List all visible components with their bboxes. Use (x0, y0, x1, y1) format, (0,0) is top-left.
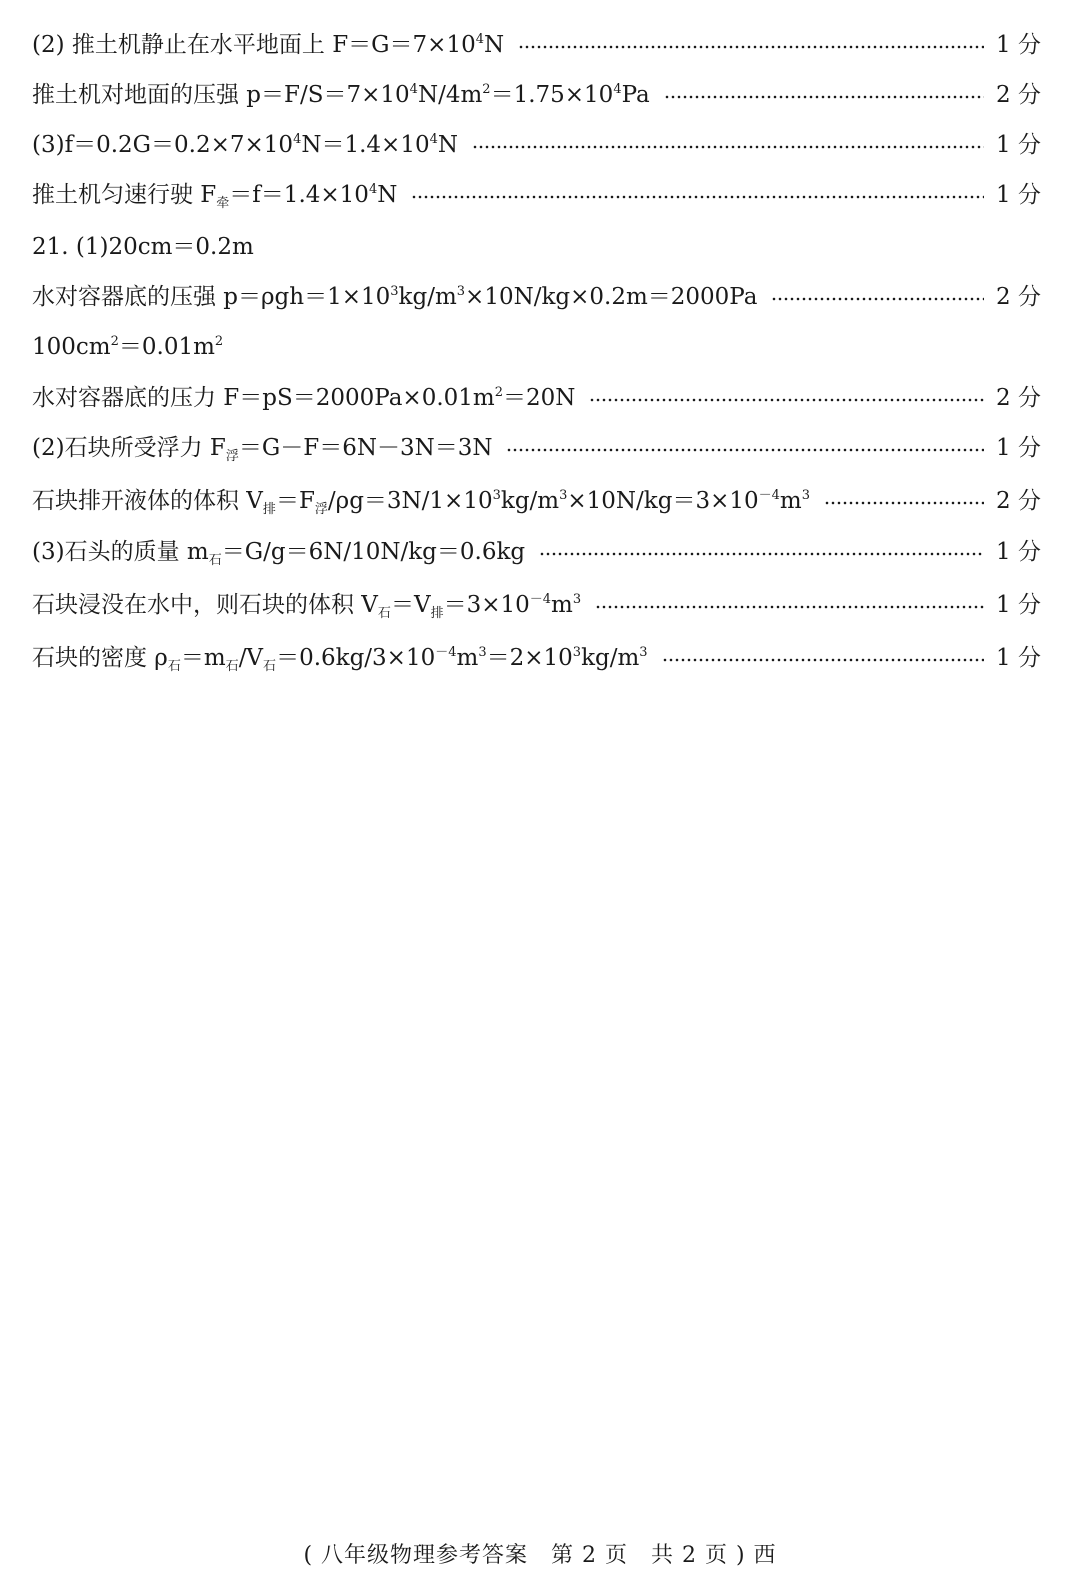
answer-line (32, 72, 1040, 112)
answer-text: 推土机匀速行驶 $F_牵=f=1.4\times 10^4N$ (32, 181, 398, 211)
answer-line (32, 22, 1040, 62)
score-label: 1 分 (996, 131, 1041, 158)
dot-leader (662, 658, 984, 662)
score-label: 1 分 (996, 644, 1041, 671)
score-label: 1 分 (996, 591, 1041, 618)
dot-leader (595, 605, 984, 609)
score-label: 2 分 (996, 81, 1041, 108)
score-label: 1 分 (996, 538, 1041, 565)
answer-text: 石块排开液体的体积 $V_排=F_浮/\rho g=3N/1\times 10^3kg/m^3\times 10N/kg=3\times 10^{-4}m^3$ (32, 487, 811, 517)
answer-line (32, 324, 1040, 364)
score-label: 1 分 (996, 181, 1041, 208)
dot-leader (411, 195, 984, 199)
dot-leader (664, 95, 984, 99)
answer-text: 21. (1)20cm＝0.2m (32, 233, 254, 260)
answer-line (32, 172, 1040, 212)
dot-leader (824, 501, 984, 505)
score-label: 2 分 (996, 283, 1041, 310)
answer-text: 石块的密度 $\rho_石=m_石/V_石=0.6kg/3\times 10^{-4}m^3=2\times 10^3kg/m^3$ (32, 644, 648, 674)
dot-leader (518, 45, 984, 49)
answer-line (32, 478, 1040, 518)
answer-line (32, 122, 1040, 162)
answer-text: (2)石块所受浮力 $F_浮=G-F=6N-3N=3N$ (32, 434, 493, 464)
score-label: 2 分 (996, 487, 1041, 514)
answer-line (32, 425, 1040, 465)
answer-line (32, 635, 1040, 675)
page-footer: ( 八年级物理参考答案 第 2 页 共 2 页 ) 西 (303, 1543, 777, 1568)
dot-leader (472, 145, 984, 149)
answer-text: $(3)f=0.2G=0.2\times 7\times 10^4N=1.4\times 10^4N$ (32, 131, 459, 158)
answer-line (32, 224, 1040, 264)
answer-line (32, 274, 1040, 314)
answer-text: 水对容器底的压强 $p=\rho gh=1\times 10^3kg/m^3\times 10N/kg\times 0.2m=2000Pa$ (32, 283, 758, 310)
score-label: 2 分 (996, 384, 1041, 411)
answer-line (32, 529, 1040, 569)
score-label: 1 分 (996, 434, 1041, 461)
answer-text: 石块浸没在水中，则石块的体积 $V_石=V_排=3\times 10^{-4}m^3$ (32, 591, 582, 621)
answer-text: (2) 推土机静止在水平地面上 $F=G=7\times 10^4N$ (32, 31, 505, 58)
answer-text: 推土机对地面的压强 $p=F/S=7\times 10^4N/4m^2=1.75\times 10^4Pa$ (32, 81, 650, 108)
answer-text: 水对容器底的压力 $F=pS=2000Pa\times 0.01m^2=20N$ (32, 384, 576, 411)
answer-text: $100cm^2=0.01m^2$ (32, 333, 224, 360)
score-label: 1 分 (996, 31, 1041, 58)
answer-line (32, 582, 1040, 622)
dot-leader (539, 552, 984, 556)
dot-leader (506, 448, 984, 452)
answer-text: (3)石头的质量 $m_石=G/g=6N/10N/kg=0.6kg$ (32, 538, 526, 568)
dot-leader (771, 297, 984, 301)
answer-line (32, 375, 1040, 415)
dot-leader (589, 398, 984, 402)
